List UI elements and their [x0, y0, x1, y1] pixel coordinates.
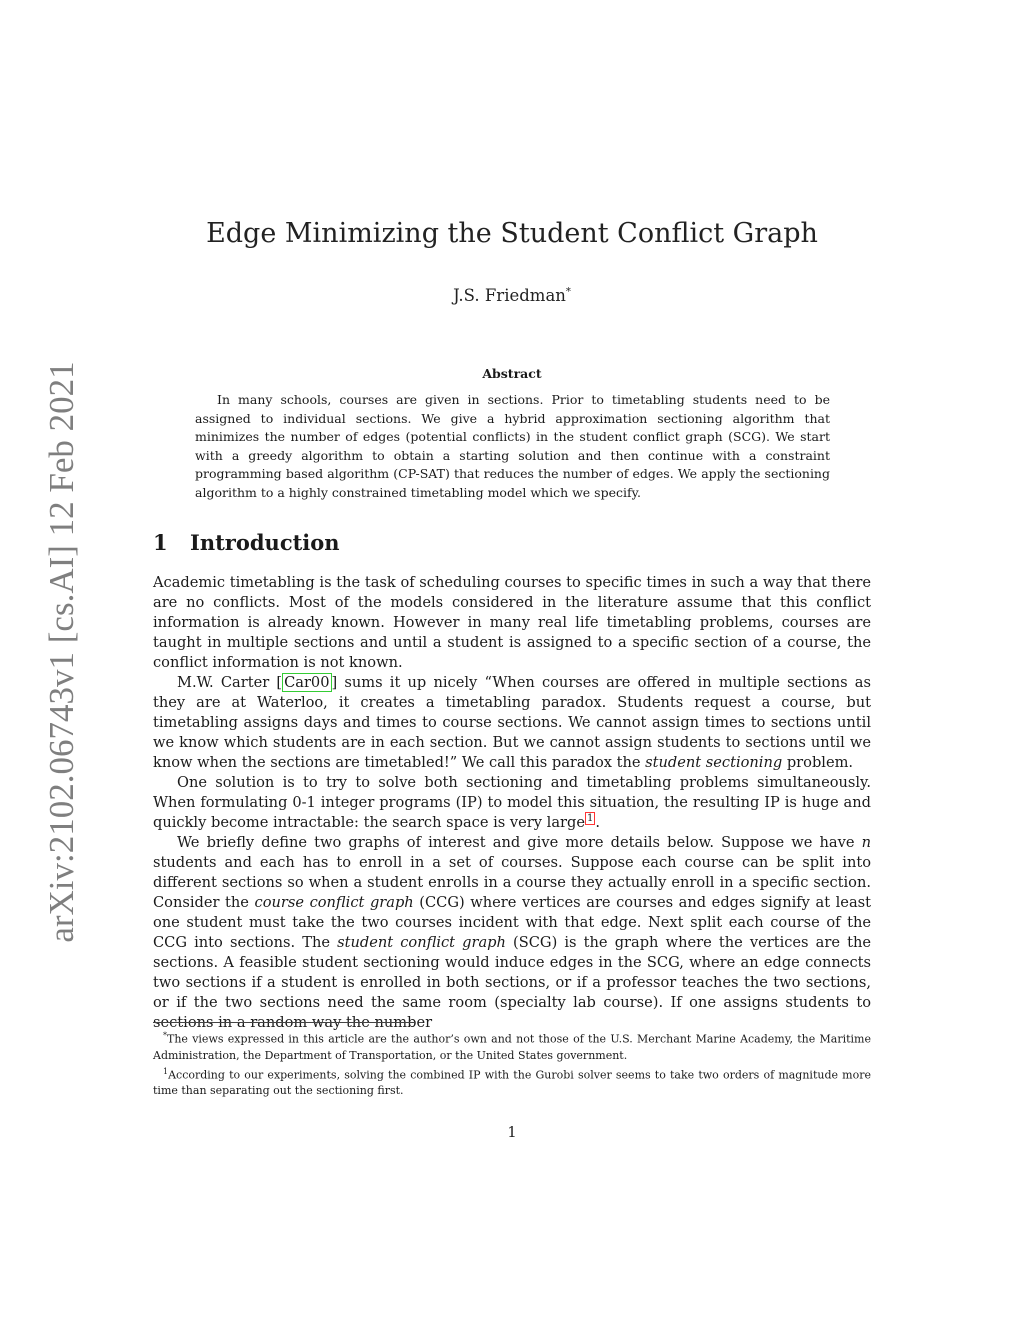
- emphasis: course conflict graph: [254, 894, 414, 911]
- footnote-link-1[interactable]: 1: [586, 813, 594, 825]
- text-run: students and each has to enroll in a set of courses. Suppose each course can be split into different sections so when a student enrolls in a course they actually enroll in a specific section. Consider the: [153, 854, 871, 911]
- footnote-text: The views expressed in this article are the author’s own and not those of the U.S. Merchant Marine Academy, the Maritime Administration, the Department of Transportation, or the United States government.: [153, 1032, 871, 1062]
- paragraph: [153, 833, 871, 1033]
- footnote: [153, 1064, 871, 1100]
- text-run: We briefly define two graphs of interest and give more details below. Suppose we have: [177, 834, 862, 851]
- math-variable: n: [861, 834, 871, 851]
- abstract-heading: Abstract: [482, 366, 542, 381]
- paragraph: [153, 673, 871, 773]
- footnotes: [153, 1028, 871, 1099]
- emphasis: student sectioning: [645, 754, 783, 771]
- paragraph: Academic timetabling is the task of scheduling courses to specific times in such a way that there are no conflicts. Most of the models considered in the literature assume that this conflict information is already known. However in many real life timetabling problems, courses are taught in multiple sections and until a student is assigned to a specific section of a course, the conflict information is not known.: [153, 574, 871, 671]
- page-number: 1: [507, 1124, 517, 1141]
- text-run: .: [595, 814, 600, 831]
- section-number: 1: [153, 530, 168, 555]
- body-text: [153, 573, 871, 1033]
- paper-title: Edge Minimizing the Student Conflict Graph: [206, 218, 818, 249]
- citation-link-car00[interactable]: Car00: [284, 674, 330, 691]
- text-run: One solution is to try to solve both sectioning and timetabling problems simultaneously. When formulating 0-1 integer programs (IP) to model this situation, the resulting IP is huge and quickly become intractable: the search space is very large: [153, 774, 871, 831]
- section-heading: [153, 530, 340, 555]
- section-title: Introduction: [190, 530, 340, 555]
- arxiv-sidebar-stamp: arXiv:2102.06743v1 [cs.AI] 12 Feb 2021: [42, 361, 81, 943]
- text-run: problem.: [782, 754, 854, 771]
- footnote-mark: *: [163, 1031, 167, 1040]
- footnote-mark: 1: [163, 1066, 169, 1076]
- text-run: (SCG) is the graph where the vertices are the sections. A feasible student sectioning would induce edges in the SCG, where an edge connects two sections if a student is enrolled in both sections, or if a professor teaches the two sections, or if the two sections need the same room (specialty lab course). If one assigns students to sections in a random way the number: [153, 934, 872, 1031]
- footnote-rule: [153, 1022, 415, 1023]
- author-footnote-mark[interactable]: *: [565, 286, 571, 298]
- text-run: (CCG) where vertices are courses and edges signify at least one student must take the two courses incident with that edge. Next split each course of the CCG into sections. The: [153, 894, 871, 951]
- footnote-text: According to our experiments, solving the combined IP with the Gurobi solver seems to take two orders of magnitude more time than separating out the sectioning first.: [153, 1068, 871, 1098]
- emphasis: student conflict graph: [337, 934, 506, 951]
- abstract-text: In many schools, courses are given in sections. Prior to timetabling students need to be assigned to individual sections. We give a hybrid approximation sectioning algorithm that minimizes the number of edges (potential conflicts) in the student conflict graph (SCG). We start with a greedy algorithm to obtain a starting solution and then continue with a constraint programming based algorithm (CP-SAT) that reduces the number of edges. We apply the sectioning algorithm to a highly constrained timetabling model which we specify.: [195, 392, 830, 500]
- footnote: [153, 1028, 871, 1064]
- author-name: J.S. Friedman: [453, 286, 566, 305]
- text-run: ] sums it up nicely “When courses are offered in multiple sections as they are at Waterloo, it creates a timetabling paradox. Students request a course, but timetabling assigns days and times to course sections. We cannot assign times to sections until we know which students are in each section. But we cannot assign students to sections until we know when the sections are timetabled!” We call this paradox the: [153, 674, 871, 771]
- paragraph: [153, 773, 871, 833]
- text-run: M.W. Carter [: [177, 674, 283, 691]
- author-line: [0, 286, 1024, 305]
